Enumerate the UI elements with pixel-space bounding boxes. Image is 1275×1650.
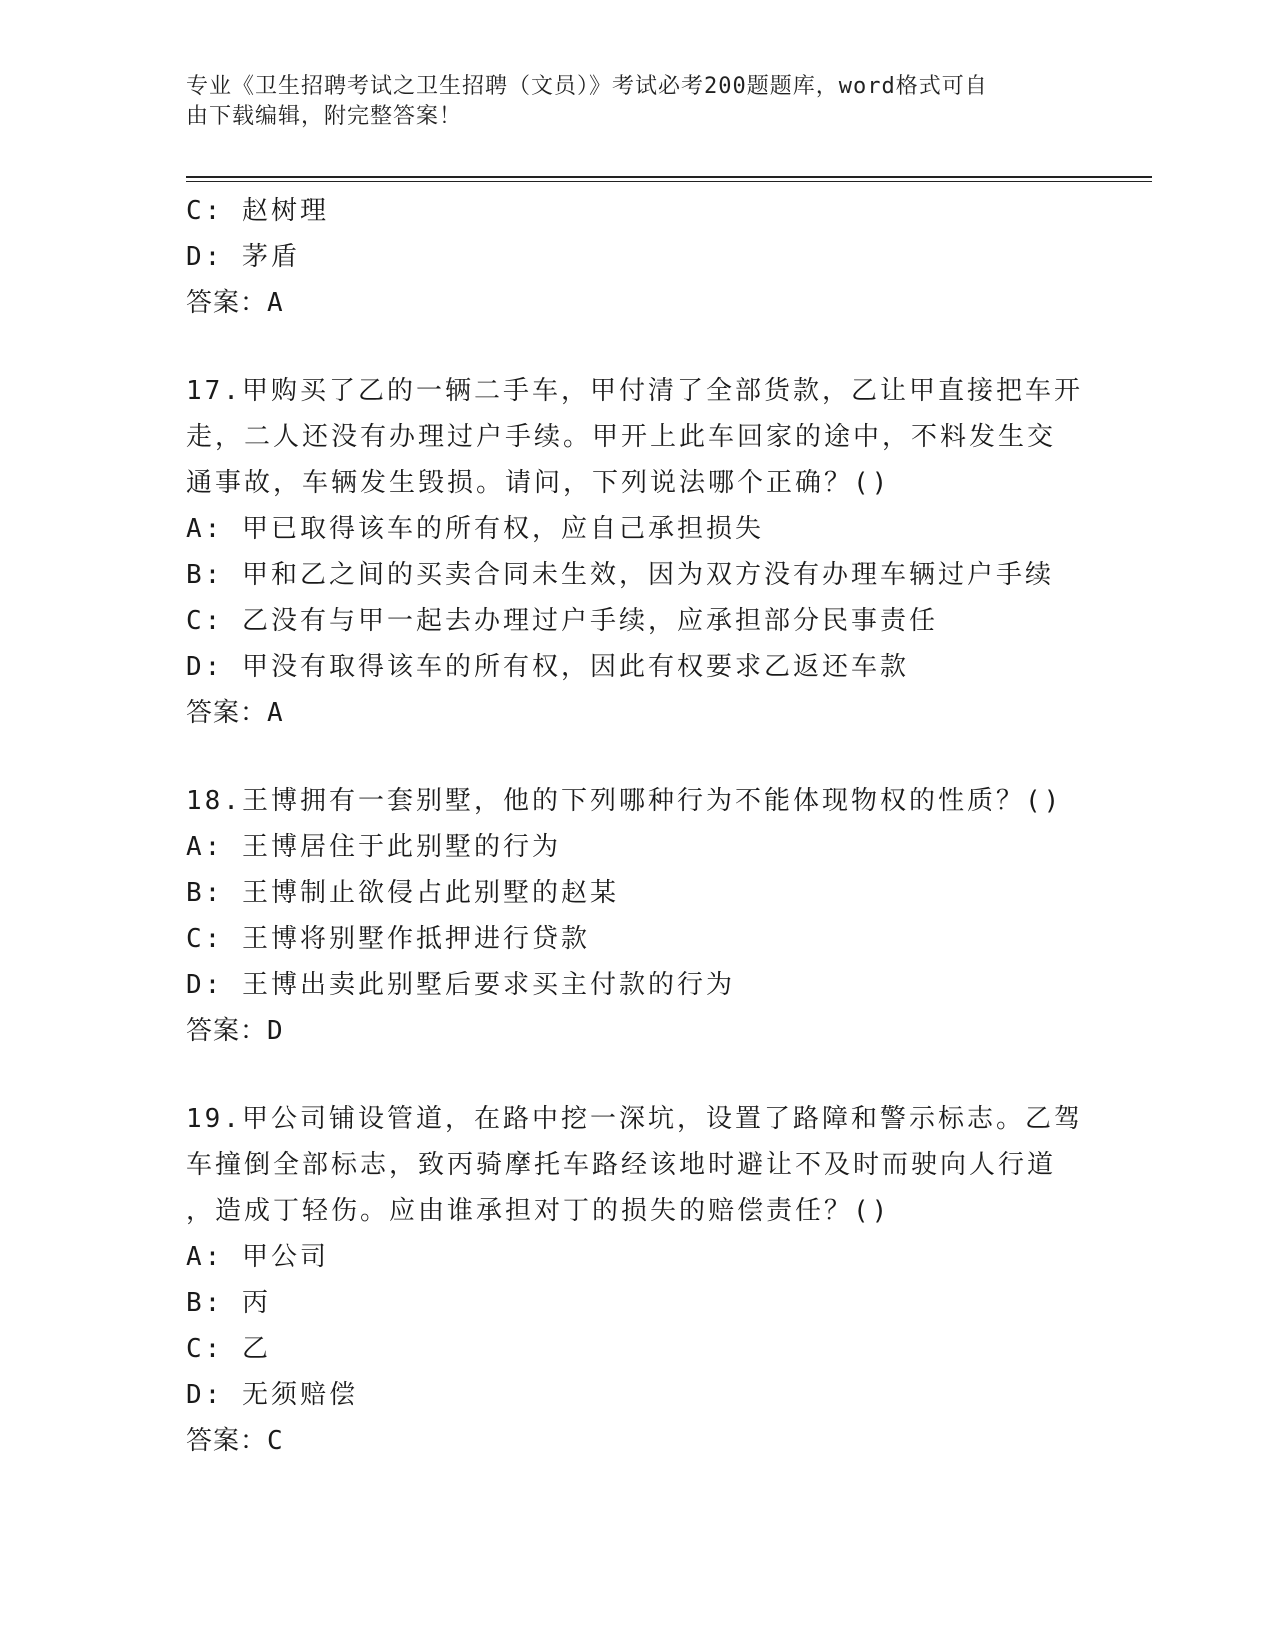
- question-18-stem: [186, 778, 1086, 824]
- option-text: 甲和乙之间的买卖合同未生效，因为双方没有办理车辆过户手续: [241, 560, 1054, 590]
- option-text: 王博出卖此别墅后要求买主付款的行为: [241, 970, 735, 1000]
- prev-question-block: [186, 188, 1086, 326]
- option-key: A:: [186, 514, 224, 544]
- question-line: 18.王博拥有一套别墅，他的下列哪种行为不能体现物权的性质？(): [186, 786, 1063, 816]
- option-key: A:: [186, 832, 224, 862]
- option-text: 王博居住于此别墅的行为: [241, 832, 561, 862]
- option-key: D:: [186, 242, 224, 272]
- option-text: 王博制止欲侵占此别墅的赵某: [241, 878, 619, 908]
- spacer: [186, 736, 1086, 778]
- option-key: C:: [186, 1334, 224, 1364]
- option-a: [186, 506, 1086, 552]
- option-d: [186, 1372, 1086, 1418]
- option-text: 丙: [241, 1288, 271, 1318]
- question-line: 车撞倒全部标志，致丙骑摩托车路经该地时避让不及时而驶向人行道: [186, 1150, 1057, 1180]
- document-header: [186, 72, 1066, 132]
- option-key: D:: [186, 1380, 224, 1410]
- option-b: [186, 870, 1086, 916]
- option-c: [186, 188, 1086, 234]
- option-text: 王博将别墅作抵押进行贷款: [241, 924, 590, 954]
- option-c: [186, 1326, 1086, 1372]
- answer-label: 答案：: [186, 1426, 268, 1456]
- option-key: A:: [186, 1242, 224, 1272]
- spacer: [186, 326, 1086, 368]
- answer-line: [186, 690, 1086, 736]
- option-text: 赵树理: [241, 196, 329, 226]
- answer-line: [186, 1418, 1086, 1464]
- option-d: [186, 234, 1086, 280]
- option-text: 无须赔偿: [241, 1380, 358, 1410]
- spacer: [186, 1054, 1086, 1096]
- option-d: [186, 644, 1086, 690]
- header-rule-thick: [186, 176, 1152, 178]
- question-18-block: [186, 778, 1086, 1054]
- answer-value: D: [267, 1016, 284, 1046]
- question-content: [186, 188, 1086, 1464]
- option-text: 甲没有取得该车的所有权，因此有权要求乙返还车款: [241, 652, 909, 682]
- header-rule-thin: [186, 181, 1152, 182]
- question-17-block: [186, 368, 1086, 736]
- option-key: C:: [186, 196, 224, 226]
- option-text: 乙: [241, 1334, 271, 1364]
- question-19-stem: [186, 1096, 1086, 1234]
- option-text: 茅盾: [241, 242, 300, 272]
- question-line: 走，二人还没有办理过户手续。甲开上此车回家的途中，不料发生交: [186, 422, 1057, 452]
- question-line: 17.甲购买了乙的一辆二手车，甲付清了全部货款，乙让甲直接把车开: [186, 376, 1083, 406]
- answer-label: 答案：: [186, 288, 268, 318]
- question-line: 19.甲公司铺设管道，在路中挖一深坑，设置了路障和警示标志。乙驾: [186, 1104, 1083, 1134]
- option-key: C:: [186, 924, 224, 954]
- answer-value: C: [267, 1426, 284, 1456]
- option-a: [186, 824, 1086, 870]
- question-line: 通事故，车辆发生毁损。请问，下列说法哪个正确？(): [186, 468, 891, 498]
- option-c: [186, 916, 1086, 962]
- option-key: B:: [186, 560, 224, 590]
- option-key: D:: [186, 652, 224, 682]
- question-line: ，造成丁轻伤。应由谁承担对丁的损失的赔偿责任？(): [186, 1196, 891, 1226]
- question-17-stem: [186, 368, 1086, 506]
- answer-label: 答案：: [186, 698, 268, 728]
- answer-value: A: [267, 698, 284, 728]
- option-key: B:: [186, 878, 224, 908]
- answer-label: 答案：: [186, 1016, 268, 1046]
- option-text: 乙没有与甲一起去办理过户手续，应承担部分民事责任: [241, 606, 938, 636]
- option-key: C:: [186, 606, 224, 636]
- answer-line: [186, 280, 1086, 326]
- option-key: D:: [186, 970, 224, 1000]
- answer-value: A: [267, 288, 284, 318]
- option-key: B:: [186, 1288, 224, 1318]
- option-d: [186, 962, 1086, 1008]
- option-a: [186, 1234, 1086, 1280]
- header-line-1: 专业《卫生招聘考试之卫生招聘（文员）》考试必考200题题库，word格式可自: [186, 74, 988, 99]
- answer-line: [186, 1008, 1086, 1054]
- option-text: 甲已取得该车的所有权，应自己承担损失: [241, 514, 764, 544]
- option-b: [186, 1280, 1086, 1326]
- header-line-2: 由下载编辑，附完整答案！: [186, 104, 463, 129]
- option-b: [186, 552, 1086, 598]
- question-19-block: [186, 1096, 1086, 1464]
- option-c: [186, 598, 1086, 644]
- option-text: 甲公司: [241, 1242, 329, 1272]
